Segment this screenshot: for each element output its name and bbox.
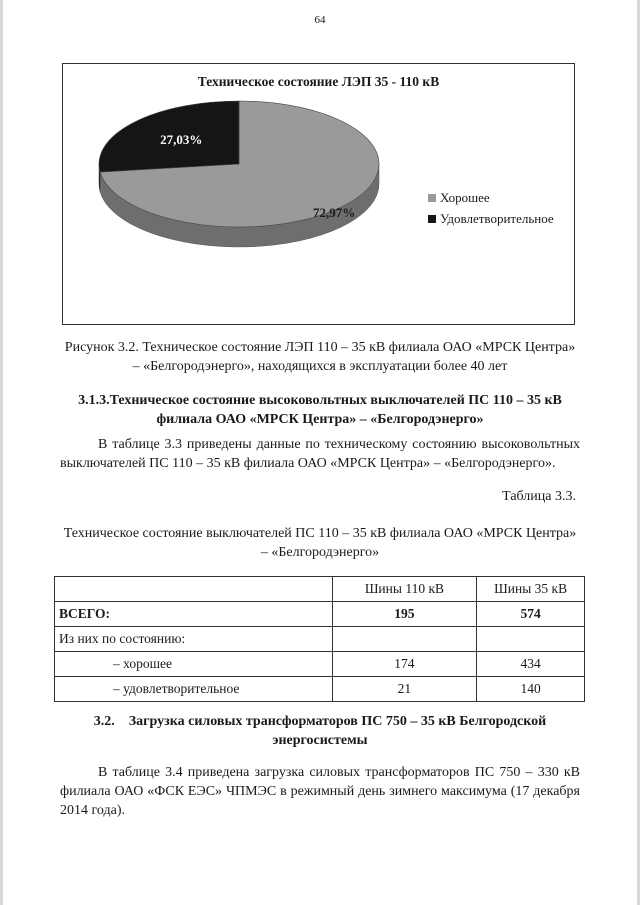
- section-heading-3-2: [40, 712, 600, 750]
- table-cell: 574: [477, 602, 585, 627]
- table-row: [55, 627, 585, 652]
- table-cell: [477, 627, 585, 652]
- pie-chart-frame: [62, 63, 575, 325]
- legend-item-good: [428, 187, 554, 208]
- table-row: [55, 602, 585, 627]
- legend-swatch-satisfactory: [428, 215, 436, 223]
- table-cell: [332, 627, 477, 652]
- chart-title: Техническое состояние ЛЭП 35 - 110 кВ: [197, 74, 440, 89]
- page-number: 64: [314, 14, 326, 26]
- page-edge-left: [0, 0, 3, 905]
- table-header-cell: Шины 35 кВ: [477, 577, 585, 602]
- legend-label-satisfactory: Удовлетворительное: [440, 211, 554, 226]
- table-cell: – удовлетворительное: [55, 677, 333, 702]
- breakers-condition-table: [54, 576, 585, 702]
- table-cell: 195: [332, 602, 477, 627]
- figure-caption: Рисунок 3.2. Техническое состояние ЛЭП 110 – 35 кВ филиала ОАО «МРСК Центра» – «Белгородэнерго», находящихся в эксплуатации более 40 лет: [64, 340, 576, 374]
- chart-legend: [428, 187, 554, 229]
- table-row: [55, 677, 585, 702]
- section-heading-3-2-line1: 3.2. Загрузка силовых трансформаторов ПС 750 – 35 кВ Белгородской: [93, 714, 547, 729]
- table-number: Таблица 3.3.: [502, 489, 576, 504]
- section-heading-3-2-line2: энергосистемы: [272, 733, 368, 748]
- pie-data-label-1: 27,03%: [160, 132, 203, 148]
- table-title: Техническое состояние выключателей ПС 110 – 35 кВ филиала ОАО «МРСК Центра» – «Белгородэнерго»: [63, 526, 577, 560]
- legend-item-satisfactory: [428, 208, 554, 229]
- table-cell: 140: [477, 677, 585, 702]
- table-row: [55, 652, 585, 677]
- table-cell: Из них по состоянию:: [55, 627, 333, 652]
- table-cell: 174: [332, 652, 477, 677]
- paragraph-3-2: В таблице 3.4 приведена загрузка силовых трансформаторов ПС 750 – 330 кВ филиала ОАО «ФСК ЕЭС» ЧПМЭС в режимный день зимнего максимума (17 декабря 2014 года).: [60, 765, 580, 818]
- table-cell: ВСЕГО:: [55, 602, 333, 627]
- legend-label-good: Хорошее: [440, 190, 490, 205]
- section-heading-3-1-3-line2: филиала ОАО «МРСК Центра» – «Белгородэнерго»: [156, 412, 484, 427]
- table-cell: 434: [477, 652, 585, 677]
- table-cell: – хорошее: [55, 652, 333, 677]
- section-heading-3-1-3-line1: 3.1.3.Техническое состояние высоковольтных выключателей ПС 110 – 35 кВ: [78, 393, 562, 408]
- table-header-row: [55, 577, 585, 602]
- section-heading-3-1-3: [40, 391, 600, 429]
- table-header-cell: [55, 577, 333, 602]
- paragraph-3-1-3: В таблице 3.3 приведены данные по техническому состоянию высоковольтных выключателей ПС 110 – 35 кВ филиала ОАО «МРСК Центра» – «Белгородэнерго».: [60, 437, 580, 471]
- legend-swatch-good: [428, 194, 436, 202]
- table-cell: 21: [332, 677, 477, 702]
- table-header-cell: Шины 110 кВ: [332, 577, 477, 602]
- pie-data-label-0: 72,97%: [313, 204, 356, 220]
